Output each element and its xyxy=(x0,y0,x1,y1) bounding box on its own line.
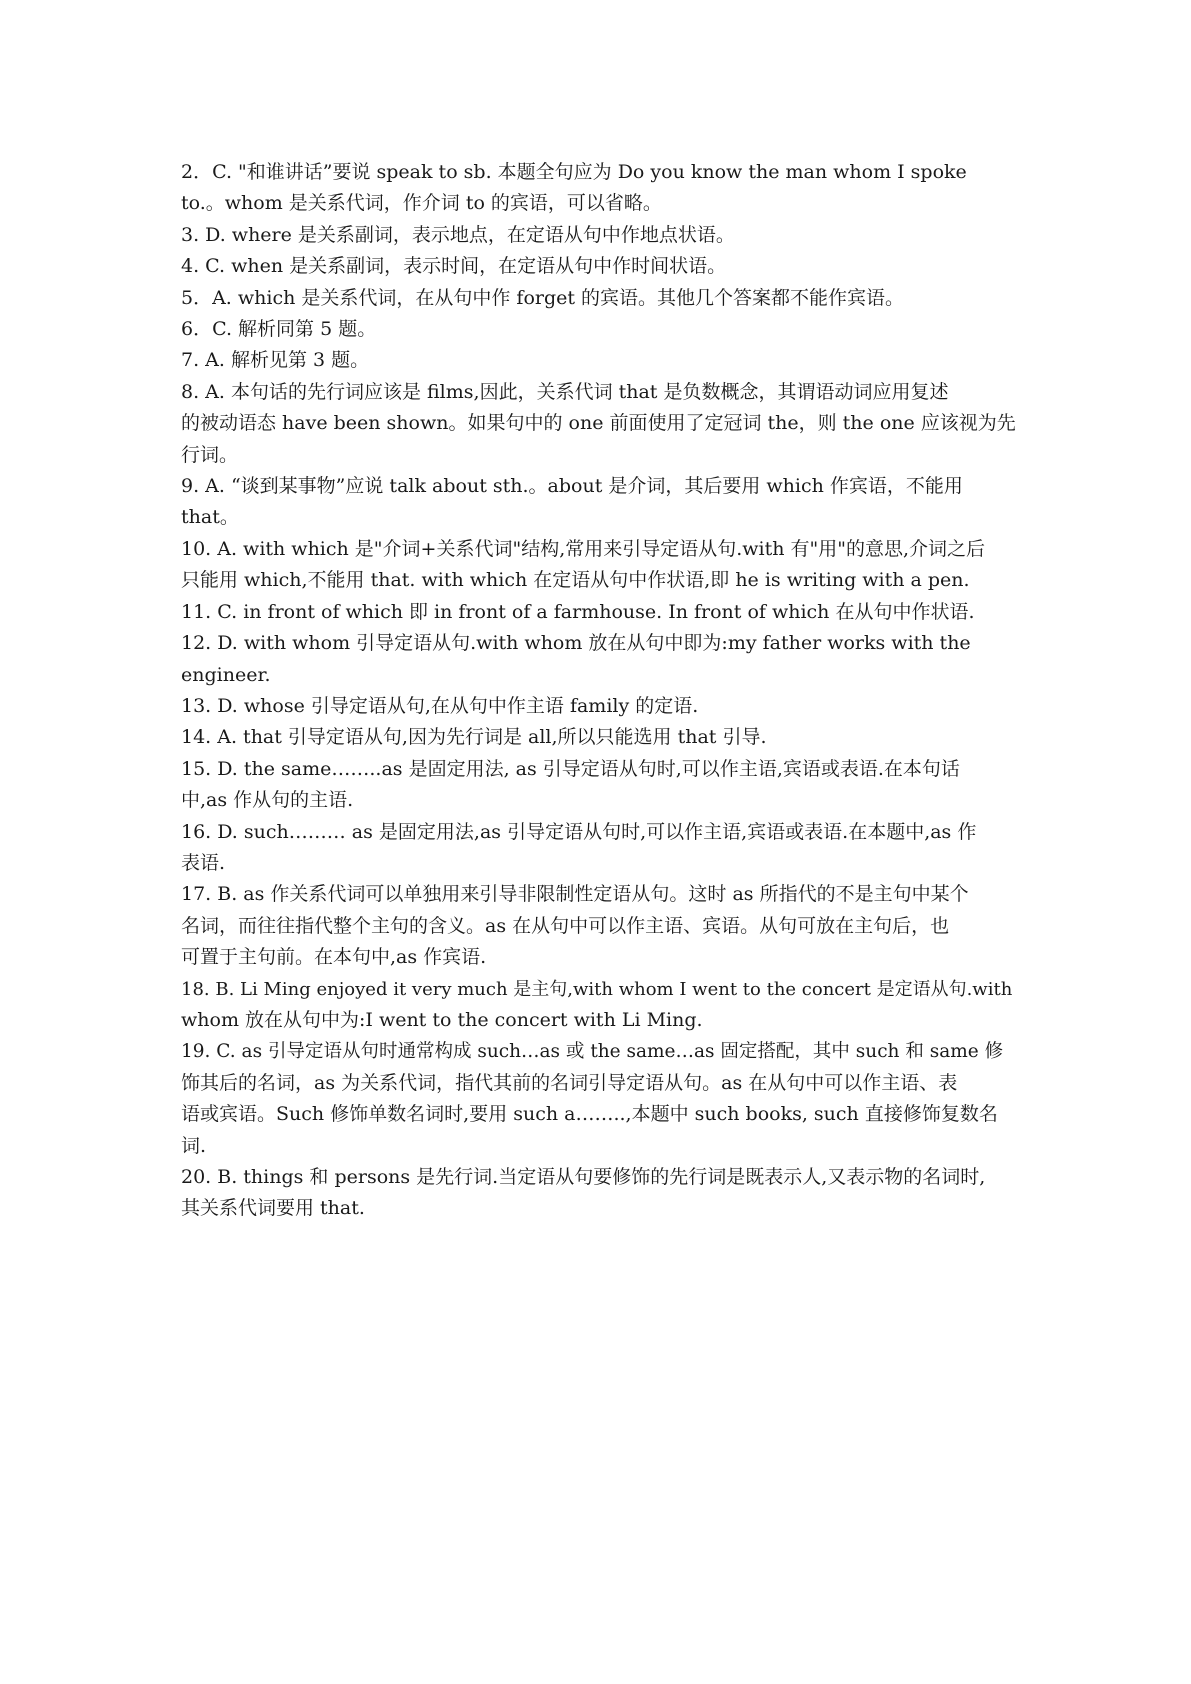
answer-explanations xyxy=(181,157,1021,1225)
answer-line: to.。whom 是关系代词，作介词 to 的宾语，可以省略。 xyxy=(181,192,662,215)
answer-item xyxy=(181,157,1021,220)
answer-line: whom 放在从句中为:I went to the concert with Li Ming. xyxy=(181,1008,703,1031)
answer-line: 12. D. with whom 引导定语从句.with whom 放在从句中即为:my father works with the xyxy=(181,632,971,655)
answer-line: 中,as 作从句的主语. xyxy=(181,789,354,812)
answer-line: 2．C. "和谁讲话”要说 speak to sb. 本题全句应为 Do you know the man whom I spoke xyxy=(181,161,967,183)
answer-item xyxy=(181,754,1021,817)
answer-item xyxy=(181,534,1021,597)
answer-item xyxy=(181,251,1021,282)
answer-item xyxy=(181,1162,1021,1225)
answer-line: 只能用 which,不能用 that. with which 在定语从句中作状语,即 he is writing with a pen. xyxy=(181,569,970,592)
answer-line: 11. C. in front of which 即 in front of a farmhouse. In front of which 在从句中作状语. xyxy=(181,600,975,623)
answer-item xyxy=(181,974,1021,1037)
answer-line: engineer. xyxy=(181,663,271,686)
answer-line: 15. D. the same……..as 是固定用法, as 引导定语从句时,可以作主语,宾语或表语.在本句话 xyxy=(181,757,960,780)
answer-line: 表语. xyxy=(181,851,226,874)
answer-line: 可置于主句前。在本句中,as 作宾语. xyxy=(181,946,487,969)
answer-line: 行词。 xyxy=(181,443,239,466)
answer-item xyxy=(181,628,1021,691)
answer-line: 名词，而往往指代整个主句的含义。as 在从句中可以作主语、宾语。从句可放在主句后，也 xyxy=(181,914,950,937)
answer-line: 17. B. as 作关系代词可以单独用来引导非限制性定语从句。这时 as 所指代的不是主句中某个 xyxy=(181,883,969,906)
answer-line: 饰其后的名词，as 为关系代词，指代其前的名词引导定语从句。as 在从句中可以作主语、表 xyxy=(181,1071,958,1094)
answer-line: 16. D. such……… as 是固定用法,as 引导定语从句时,可以作主语,宾语或表语.在本题中,as 作 xyxy=(181,820,977,843)
answer-item xyxy=(181,879,1021,973)
answer-line: 10. A. with which 是"介词+关系代词"结构,常用来引导定语从句.with 有"用"的意思,介词之后 xyxy=(181,537,986,560)
answer-item xyxy=(181,471,1021,534)
answer-line: 6．C. 解析同第 5 题。 xyxy=(181,318,377,341)
answer-item xyxy=(181,597,1021,628)
answer-line: 词. xyxy=(181,1134,207,1157)
answer-item xyxy=(181,722,1021,753)
answer-item xyxy=(181,817,1021,880)
answer-line: that。 xyxy=(181,506,239,529)
answer-line: 7. A. 解析见第 3 题。 xyxy=(181,349,370,372)
answer-item xyxy=(181,691,1021,722)
answer-line: 9. A. “谈到某事物”应说 talk about sth.。about 是介词，其后要用 which 作宾语，不能用 xyxy=(181,475,963,498)
answer-line: 20. B. things 和 persons 是先行词.当定语从句要修饰的先行词是既表示人,又表示物的名词时, xyxy=(181,1166,986,1188)
answer-item xyxy=(181,314,1021,345)
answer-item xyxy=(181,345,1021,376)
answer-line: 的被动语态 have been shown。如果句中的 one 前面使用了定冠词 the，则 the one 应该视为先 xyxy=(181,412,1016,435)
answer-line: 18. B. Li Ming enjoyed it very much 是主句,with whom I went to the concert 是定语从句.with xyxy=(181,978,1013,1000)
answer-item xyxy=(181,283,1021,314)
answer-line: 其关系代词要用 that. xyxy=(181,1197,365,1220)
answer-line: 4. C. when 是关系副词，表示时间，在定语从句中作时间状语。 xyxy=(181,255,727,278)
answer-line: 5．A. which 是关系代词，在从句中作 forget 的宾语。其他几个答案都不能作宾语。 xyxy=(181,286,905,309)
answer-line: 13. D. whose 引导定语从句,在从句中作主语 family 的定语. xyxy=(181,694,699,717)
answer-line: 8. A. 本句话的先行词应该是 films,因此，关系代词 that 是负数概念，其谓语动词应用复述 xyxy=(181,380,949,403)
answer-line: 3. D. where 是关系副词，表示地点，在定语从句中作地点状语。 xyxy=(181,223,735,246)
answer-item xyxy=(181,220,1021,251)
answer-line: 19. C. as 引导定语从句时通常构成 such…as 或 the same…as 固定搭配，其中 such 和 same 修 xyxy=(181,1041,1004,1063)
answer-line: 语或宾语。Such 修饰单数名词时,要用 such a……..,本题中 such books, such 直接修饰复数名 xyxy=(181,1103,998,1126)
answer-item xyxy=(181,1036,1021,1162)
answer-line: 14. A. that 引导定语从句,因为先行词是 all,所以只能选用 that 引导. xyxy=(181,726,767,749)
answer-item xyxy=(181,377,1021,471)
